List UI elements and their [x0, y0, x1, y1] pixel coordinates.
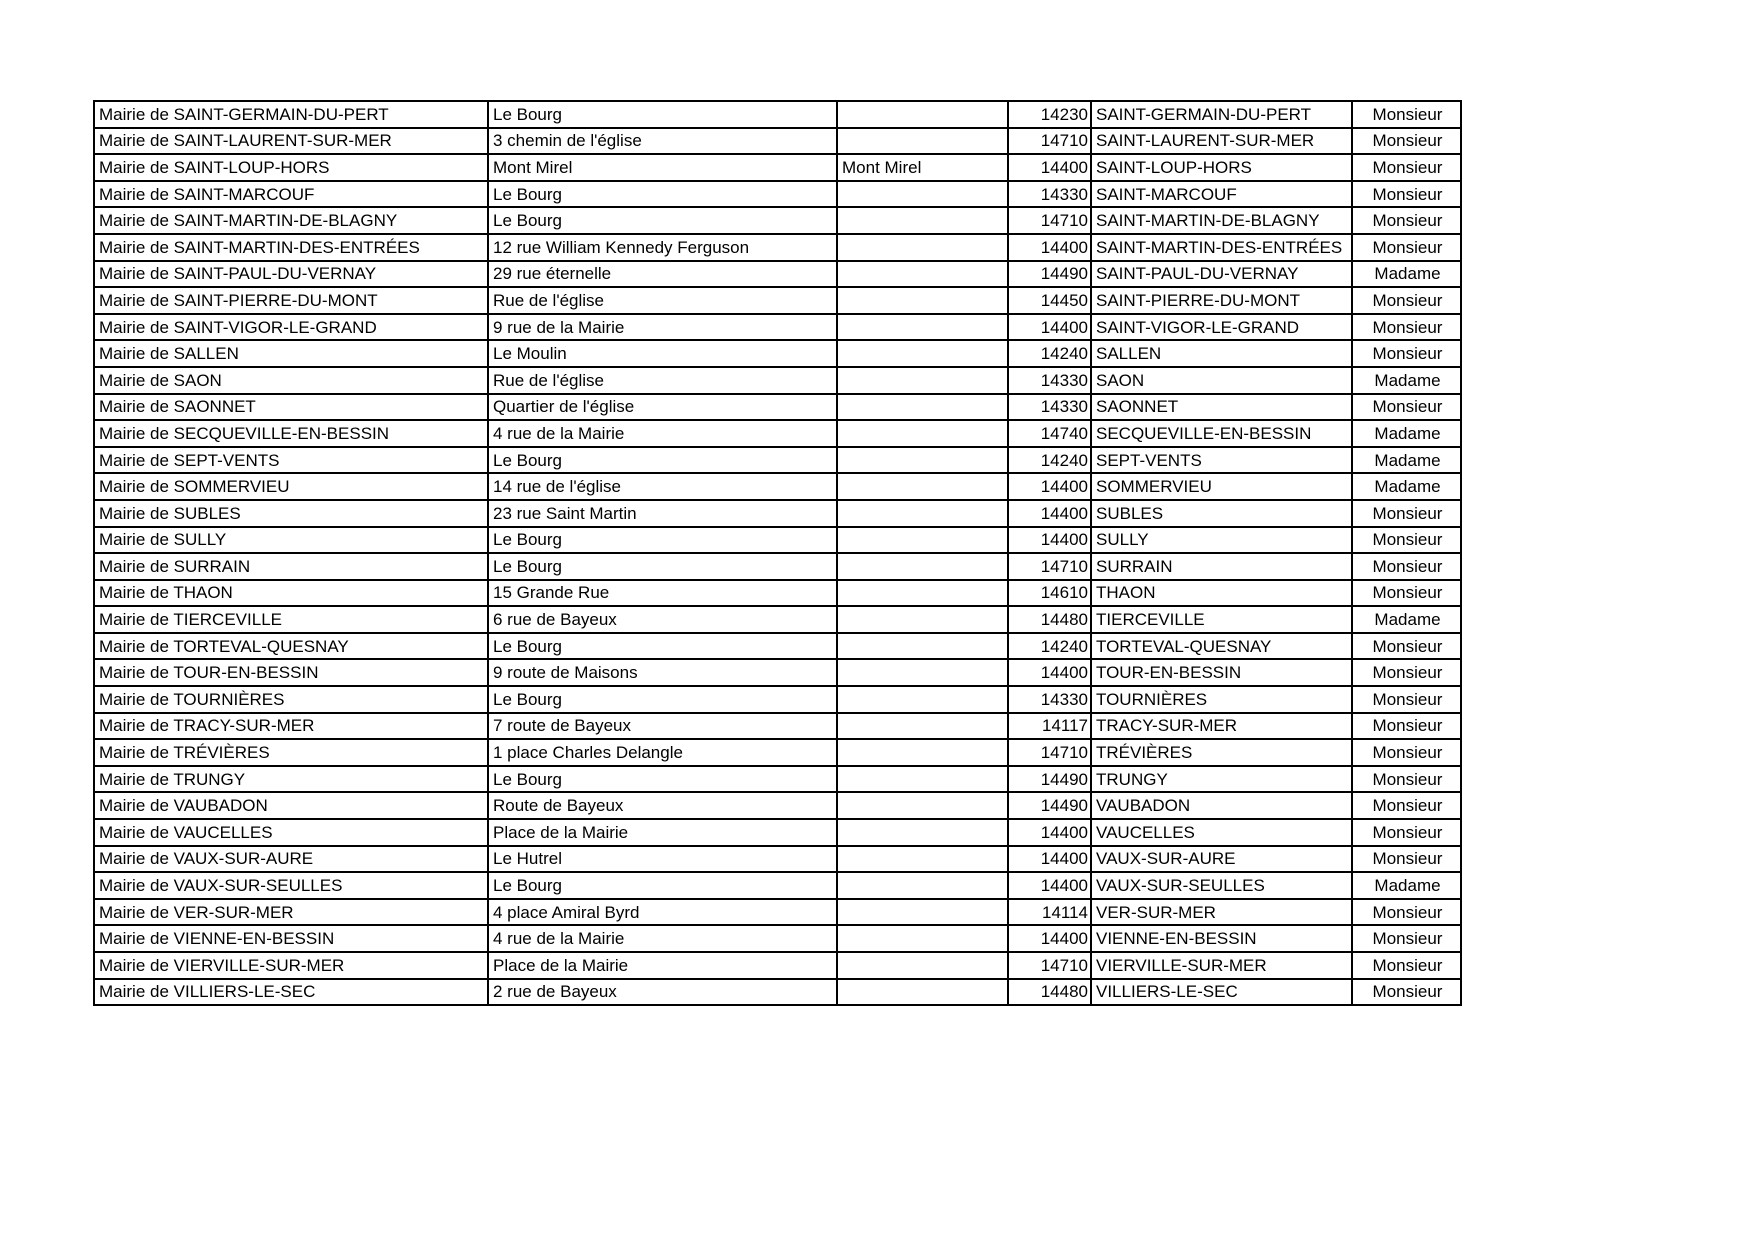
cell-address-line2 — [837, 633, 1008, 660]
table-row — [94, 872, 1461, 899]
cell-address-line1: Le Bourg — [488, 447, 837, 474]
table-row — [94, 713, 1461, 740]
cell-city: TRÉVIÈRES — [1091, 739, 1352, 766]
cell-civility: Monsieur — [1352, 819, 1461, 846]
cell-address-line1: Le Hutrel — [488, 846, 837, 873]
table-body — [94, 101, 1461, 1005]
cell-address-line1: 29 rue éternelle — [488, 261, 837, 288]
cell-postal-code: 14400 — [1008, 234, 1091, 261]
cell-address-line2 — [837, 580, 1008, 607]
cell-city: SAONNET — [1091, 394, 1352, 421]
table-row — [94, 580, 1461, 607]
cell-mairie-name: Mairie de SOMMERVIEU — [94, 473, 488, 500]
cell-city: SAINT-PIERRE-DU-MONT — [1091, 287, 1352, 314]
table-row — [94, 367, 1461, 394]
cell-civility: Monsieur — [1352, 979, 1461, 1006]
cell-city: TRUNGY — [1091, 766, 1352, 793]
cell-civility: Monsieur — [1352, 234, 1461, 261]
cell-civility: Monsieur — [1352, 766, 1461, 793]
cell-city: VILLIERS-LE-SEC — [1091, 979, 1352, 1006]
cell-civility: Monsieur — [1352, 207, 1461, 234]
cell-city: VAUBADON — [1091, 792, 1352, 819]
cell-city: THAON — [1091, 580, 1352, 607]
cell-mairie-name: Mairie de SECQUEVILLE-EN-BESSIN — [94, 420, 488, 447]
cell-mairie-name: Mairie de TRÉVIÈRES — [94, 739, 488, 766]
table-row — [94, 979, 1461, 1006]
cell-address-line1: Le Bourg — [488, 766, 837, 793]
cell-city: SAINT-PAUL-DU-VERNAY — [1091, 261, 1352, 288]
cell-postal-code: 14240 — [1008, 447, 1091, 474]
cell-mairie-name: Mairie de SAINT-GERMAIN-DU-PERT — [94, 101, 488, 128]
cell-postal-code: 14400 — [1008, 872, 1091, 899]
cell-address-line2 — [837, 659, 1008, 686]
table-row — [94, 473, 1461, 500]
cell-mairie-name: Mairie de VAUX-SUR-SEULLES — [94, 872, 488, 899]
cell-mairie-name: Mairie de SEPT-VENTS — [94, 447, 488, 474]
cell-city: SAINT-LAURENT-SUR-MER — [1091, 128, 1352, 155]
cell-postal-code: 14490 — [1008, 766, 1091, 793]
cell-city: VAUCELLES — [1091, 819, 1352, 846]
cell-postal-code: 14330 — [1008, 181, 1091, 208]
cell-civility: Monsieur — [1352, 633, 1461, 660]
cell-postal-code: 14400 — [1008, 819, 1091, 846]
cell-postal-code: 14400 — [1008, 500, 1091, 527]
cell-civility: Monsieur — [1352, 580, 1461, 607]
cell-address-line2 — [837, 925, 1008, 952]
cell-address-line2 — [837, 527, 1008, 554]
mairies-table — [93, 100, 1462, 1006]
cell-civility: Monsieur — [1352, 101, 1461, 128]
cell-civility: Monsieur — [1352, 553, 1461, 580]
cell-address-line2 — [837, 234, 1008, 261]
cell-postal-code: 14400 — [1008, 659, 1091, 686]
table-row — [94, 207, 1461, 234]
cell-address-line1: Place de la Mairie — [488, 952, 837, 979]
cell-city: SAINT-GERMAIN-DU-PERT — [1091, 101, 1352, 128]
cell-address-line1: 9 rue de la Mairie — [488, 314, 837, 341]
cell-mairie-name: Mairie de TRACY-SUR-MER — [94, 713, 488, 740]
cell-civility: Monsieur — [1352, 154, 1461, 181]
cell-address-line1: 2 rue de Bayeux — [488, 979, 837, 1006]
cell-address-line2 — [837, 713, 1008, 740]
cell-mairie-name: Mairie de SAONNET — [94, 394, 488, 421]
cell-postal-code: 14400 — [1008, 154, 1091, 181]
table-row — [94, 101, 1461, 128]
cell-civility: Monsieur — [1352, 181, 1461, 208]
cell-city: SAINT-VIGOR-LE-GRAND — [1091, 314, 1352, 341]
cell-address-line2 — [837, 872, 1008, 899]
cell-civility: Madame — [1352, 606, 1461, 633]
cell-address-line2 — [837, 207, 1008, 234]
table-row — [94, 447, 1461, 474]
cell-address-line2 — [837, 979, 1008, 1006]
cell-city: SEPT-VENTS — [1091, 447, 1352, 474]
table-row — [94, 420, 1461, 447]
cell-mairie-name: Mairie de VIERVILLE-SUR-MER — [94, 952, 488, 979]
cell-address-line1: Le Bourg — [488, 527, 837, 554]
cell-address-line1: Place de la Mairie — [488, 819, 837, 846]
cell-postal-code: 14450 — [1008, 287, 1091, 314]
cell-postal-code: 14710 — [1008, 207, 1091, 234]
cell-mairie-name: Mairie de TOUR-EN-BESSIN — [94, 659, 488, 686]
table-row — [94, 739, 1461, 766]
cell-postal-code: 14490 — [1008, 261, 1091, 288]
cell-civility: Monsieur — [1352, 500, 1461, 527]
cell-address-line1: 23 rue Saint Martin — [488, 500, 837, 527]
cell-city: VAUX-SUR-SEULLES — [1091, 872, 1352, 899]
table-row — [94, 314, 1461, 341]
table-row — [94, 659, 1461, 686]
cell-postal-code: 14240 — [1008, 633, 1091, 660]
cell-postal-code: 14480 — [1008, 606, 1091, 633]
cell-address-line1: 14 rue de l'église — [488, 473, 837, 500]
cell-city: TORTEVAL-QUESNAY — [1091, 633, 1352, 660]
cell-postal-code: 14740 — [1008, 420, 1091, 447]
cell-address-line1: Le Bourg — [488, 101, 837, 128]
cell-address-line2 — [837, 181, 1008, 208]
cell-postal-code: 14400 — [1008, 846, 1091, 873]
cell-address-line2 — [837, 287, 1008, 314]
cell-address-line1: Le Moulin — [488, 340, 837, 367]
cell-address-line2 — [837, 819, 1008, 846]
table-row — [94, 261, 1461, 288]
cell-address-line1: Quartier de l'église — [488, 394, 837, 421]
table-row — [94, 154, 1461, 181]
cell-address-line2 — [837, 101, 1008, 128]
cell-postal-code: 14710 — [1008, 553, 1091, 580]
cell-address-line2 — [837, 553, 1008, 580]
cell-mairie-name: Mairie de SAINT-LAURENT-SUR-MER — [94, 128, 488, 155]
cell-mairie-name: Mairie de SAINT-MARTIN-DES-ENTRÉES — [94, 234, 488, 261]
cell-postal-code: 14400 — [1008, 925, 1091, 952]
table-row — [94, 819, 1461, 846]
cell-civility: Madame — [1352, 261, 1461, 288]
cell-address-line2 — [837, 394, 1008, 421]
table-row — [94, 633, 1461, 660]
cell-address-line2 — [837, 420, 1008, 447]
cell-address-line1: Le Bourg — [488, 872, 837, 899]
cell-city: SULLY — [1091, 527, 1352, 554]
cell-civility: Monsieur — [1352, 659, 1461, 686]
cell-postal-code: 14240 — [1008, 340, 1091, 367]
cell-city: VIERVILLE-SUR-MER — [1091, 952, 1352, 979]
cell-address-line2 — [837, 367, 1008, 394]
cell-city: SALLEN — [1091, 340, 1352, 367]
cell-mairie-name: Mairie de VAUX-SUR-AURE — [94, 846, 488, 873]
table-row — [94, 527, 1461, 554]
cell-mairie-name: Mairie de SAINT-VIGOR-LE-GRAND — [94, 314, 488, 341]
cell-postal-code: 14710 — [1008, 739, 1091, 766]
cell-city: TOURNIÈRES — [1091, 686, 1352, 713]
cell-postal-code: 14710 — [1008, 128, 1091, 155]
cell-address-line1: 7 route de Bayeux — [488, 713, 837, 740]
cell-address-line1: 4 rue de la Mairie — [488, 925, 837, 952]
cell-mairie-name: Mairie de TORTEVAL-QUESNAY — [94, 633, 488, 660]
cell-mairie-name: Mairie de SALLEN — [94, 340, 488, 367]
cell-mairie-name: Mairie de TIERCEVILLE — [94, 606, 488, 633]
cell-address-line2 — [837, 340, 1008, 367]
cell-address-line1: Mont Mirel — [488, 154, 837, 181]
cell-city: SAINT-MARCOUF — [1091, 181, 1352, 208]
cell-mairie-name: Mairie de VER-SUR-MER — [94, 899, 488, 926]
cell-address-line2 — [837, 261, 1008, 288]
table-row — [94, 606, 1461, 633]
table-row — [94, 287, 1461, 314]
cell-postal-code: 14114 — [1008, 899, 1091, 926]
table-row — [94, 394, 1461, 421]
cell-postal-code: 14400 — [1008, 527, 1091, 554]
cell-city: SAINT-MARTIN-DE-BLAGNY — [1091, 207, 1352, 234]
cell-address-line1: 12 rue William Kennedy Ferguson — [488, 234, 837, 261]
cell-postal-code: 14400 — [1008, 314, 1091, 341]
cell-postal-code: 14490 — [1008, 792, 1091, 819]
cell-mairie-name: Mairie de SAINT-LOUP-HORS — [94, 154, 488, 181]
cell-address-line1: 9 route de Maisons — [488, 659, 837, 686]
cell-address-line2 — [837, 899, 1008, 926]
cell-city: SAINT-LOUP-HORS — [1091, 154, 1352, 181]
cell-postal-code: 14710 — [1008, 952, 1091, 979]
cell-address-line2 — [837, 447, 1008, 474]
cell-civility: Monsieur — [1352, 686, 1461, 713]
cell-civility: Monsieur — [1352, 128, 1461, 155]
cell-address-line1: Le Bourg — [488, 686, 837, 713]
cell-mairie-name: Mairie de SAINT-MARTIN-DE-BLAGNY — [94, 207, 488, 234]
cell-city: VIENNE-EN-BESSIN — [1091, 925, 1352, 952]
cell-address-line1: Le Bourg — [488, 553, 837, 580]
cell-civility: Monsieur — [1352, 739, 1461, 766]
cell-postal-code: 14230 — [1008, 101, 1091, 128]
cell-civility: Monsieur — [1352, 314, 1461, 341]
cell-postal-code: 14330 — [1008, 686, 1091, 713]
table-row — [94, 899, 1461, 926]
cell-civility: Madame — [1352, 872, 1461, 899]
cell-mairie-name: Mairie de THAON — [94, 580, 488, 607]
cell-city: SOMMERVIEU — [1091, 473, 1352, 500]
cell-city: VER-SUR-MER — [1091, 899, 1352, 926]
cell-address-line1: 15 Grande Rue — [488, 580, 837, 607]
cell-civility: Monsieur — [1352, 846, 1461, 873]
cell-address-line2 — [837, 473, 1008, 500]
cell-mairie-name: Mairie de VIENNE-EN-BESSIN — [94, 925, 488, 952]
cell-city: TIERCEVILLE — [1091, 606, 1352, 633]
cell-civility: Monsieur — [1352, 713, 1461, 740]
cell-civility: Madame — [1352, 420, 1461, 447]
cell-civility: Monsieur — [1352, 340, 1461, 367]
cell-address-line1: Le Bourg — [488, 633, 837, 660]
cell-postal-code: 14117 — [1008, 713, 1091, 740]
cell-address-line1: 6 rue de Bayeux — [488, 606, 837, 633]
cell-postal-code: 14330 — [1008, 367, 1091, 394]
cell-address-line1: Route de Bayeux — [488, 792, 837, 819]
cell-address-line1: 4 place Amiral Byrd — [488, 899, 837, 926]
table-row — [94, 340, 1461, 367]
cell-postal-code: 14330 — [1008, 394, 1091, 421]
table-row — [94, 234, 1461, 261]
cell-address-line1: Rue de l'église — [488, 367, 837, 394]
table-row — [94, 500, 1461, 527]
cell-postal-code: 14610 — [1008, 580, 1091, 607]
cell-address-line2 — [837, 766, 1008, 793]
cell-city: SAINT-MARTIN-DES-ENTRÉES — [1091, 234, 1352, 261]
cell-mairie-name: Mairie de VAUCELLES — [94, 819, 488, 846]
cell-address-line2 — [837, 846, 1008, 873]
cell-mairie-name: Mairie de VAUBADON — [94, 792, 488, 819]
cell-city: SECQUEVILLE-EN-BESSIN — [1091, 420, 1352, 447]
cell-mairie-name: Mairie de SUBLES — [94, 500, 488, 527]
cell-postal-code: 14400 — [1008, 473, 1091, 500]
table-row — [94, 846, 1461, 873]
cell-city: SUBLES — [1091, 500, 1352, 527]
cell-address-line2 — [837, 128, 1008, 155]
cell-mairie-name: Mairie de SAINT-MARCOUF — [94, 181, 488, 208]
cell-civility: Madame — [1352, 473, 1461, 500]
table-row — [94, 553, 1461, 580]
cell-postal-code: 14480 — [1008, 979, 1091, 1006]
cell-address-line2 — [837, 686, 1008, 713]
cell-mairie-name: Mairie de SULLY — [94, 527, 488, 554]
cell-mairie-name: Mairie de TRUNGY — [94, 766, 488, 793]
cell-address-line2 — [837, 952, 1008, 979]
cell-address-line2 — [837, 792, 1008, 819]
cell-civility: Monsieur — [1352, 287, 1461, 314]
cell-civility: Madame — [1352, 367, 1461, 394]
cell-city: TRACY-SUR-MER — [1091, 713, 1352, 740]
cell-address-line1: 4 rue de la Mairie — [488, 420, 837, 447]
cell-civility: Monsieur — [1352, 527, 1461, 554]
table-row — [94, 766, 1461, 793]
cell-address-line2 — [837, 314, 1008, 341]
cell-address-line1: 3 chemin de l'église — [488, 128, 837, 155]
cell-city: SURRAIN — [1091, 553, 1352, 580]
cell-address-line2 — [837, 606, 1008, 633]
table-row — [94, 181, 1461, 208]
cell-address-line2 — [837, 500, 1008, 527]
cell-address-line1: Le Bourg — [488, 207, 837, 234]
cell-address-line1: 1 place Charles Delangle — [488, 739, 837, 766]
table-row — [94, 792, 1461, 819]
cell-civility: Monsieur — [1352, 899, 1461, 926]
cell-address-line2 — [837, 739, 1008, 766]
cell-civility: Monsieur — [1352, 394, 1461, 421]
cell-mairie-name: Mairie de SAINT-PIERRE-DU-MONT — [94, 287, 488, 314]
cell-mairie-name: Mairie de TOURNIÈRES — [94, 686, 488, 713]
cell-city: VAUX-SUR-AURE — [1091, 846, 1352, 873]
cell-mairie-name: Mairie de VILLIERS-LE-SEC — [94, 979, 488, 1006]
cell-city: TOUR-EN-BESSIN — [1091, 659, 1352, 686]
cell-city: SAON — [1091, 367, 1352, 394]
cell-civility: Monsieur — [1352, 925, 1461, 952]
table-row — [94, 686, 1461, 713]
cell-address-line1: Rue de l'église — [488, 287, 837, 314]
table-row — [94, 128, 1461, 155]
cell-address-line2: Mont Mirel — [837, 154, 1008, 181]
cell-mairie-name: Mairie de SURRAIN — [94, 553, 488, 580]
cell-civility: Madame — [1352, 447, 1461, 474]
cell-civility: Monsieur — [1352, 952, 1461, 979]
cell-mairie-name: Mairie de SAINT-PAUL-DU-VERNAY — [94, 261, 488, 288]
table-row — [94, 952, 1461, 979]
cell-civility: Monsieur — [1352, 792, 1461, 819]
cell-address-line1: Le Bourg — [488, 181, 837, 208]
cell-mairie-name: Mairie de SAON — [94, 367, 488, 394]
table-row — [94, 925, 1461, 952]
